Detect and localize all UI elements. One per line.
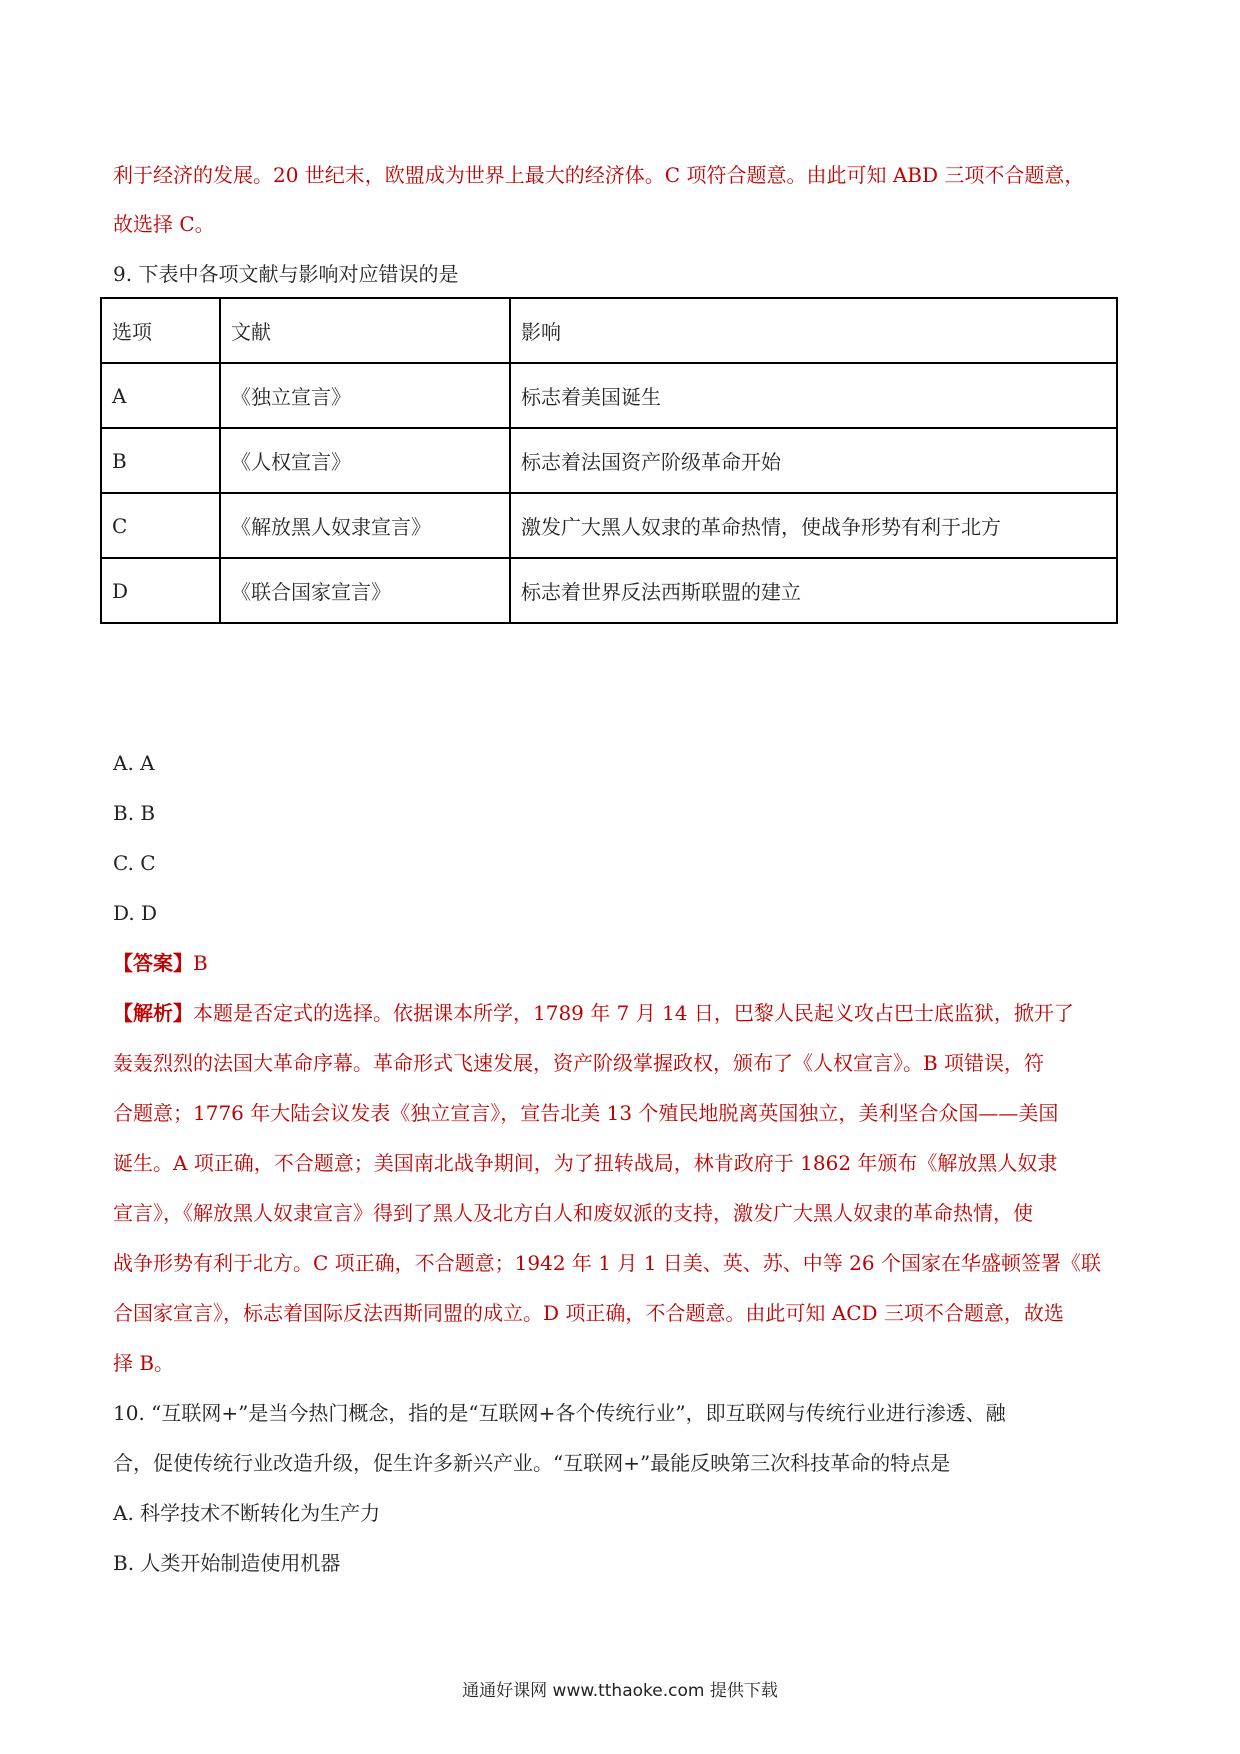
table-cell: 标志着世界反法西斯联盟的建立 [510,558,1117,623]
table-cell: 激发广大黑人奴隶的革命热情，使战争形势有利于北方 [510,493,1117,558]
table-cell: D [101,558,220,623]
table-cell: 《联合国家宣言》 [220,558,510,623]
prev-explanation-line: 利于经济的发展。20 世纪末，欧盟成为世界上最大的经济体。C 项符合题意。由此可知 ABD 三项不合题意， [113,163,1085,187]
question-9-option-b: B. B [113,801,156,825]
analysis-label: 【解析】 [113,1001,193,1025]
question-9-answer [113,949,1133,977]
table-cell: B [101,428,220,493]
question-10-stem: 10. “互联网+”是当今热门概念，指的是“互联网+各个传统行业”，即互联网与传统行业进行渗透、融 [113,1401,1006,1425]
question-9-analysis-line: 宣言》，《解放黑人奴隶宣言》得到了黑人及北方白人和废奴派的支持，激发广大黑人奴隶的革命热情，使 [113,1201,1033,1225]
question-9-option-a: A. A [113,751,155,775]
table-cell: 《解放黑人奴隶宣言》 [220,493,510,558]
table-header-cell: 选项 [101,298,220,363]
answer-label: 【答案】 [113,951,193,975]
question-9-analysis-line: 合国家宣言》，标志着国际反法西斯同盟的成立。D 项正确，不合题意。由此可知 ACD 三项不合题意，故选 [113,1301,1064,1325]
question-9-option-c: C. C [113,851,156,875]
analysis-text: 本题是否定式的选择。依据课本所学，1789 年 7 月 14 日，巴黎人民起义攻占巴士底监狱，掀开了 [193,1001,1074,1025]
table-header-cell: 文献 [220,298,510,363]
table-cell: 《人权宣言》 [220,428,510,493]
table-cell: A [101,363,220,428]
question-9-analysis-line: 诞生。A 项正确，不合题意；美国南北战争期间，为了扭转战局，林肯政府于 1862 年颁布《解放黑人奴隶 [113,1151,1058,1175]
table-row [101,363,1117,428]
table-cell: C [101,493,220,558]
table-cell: 标志着美国诞生 [510,363,1117,428]
prev-explanation-line: 故选择 C。 [113,212,215,236]
table-row [101,558,1117,623]
question-10-option-a: A. 科学技术不断转化为生产力 [113,1501,381,1525]
table-cell: 标志着法国资产阶级革命开始 [510,428,1117,493]
question-9-analysis-line [113,999,1133,1027]
question-10-stem: 合，促使传统行业改造升级，促生许多新兴产业。“互联网+”最能反映第三次科技革命的特点是 [113,1451,951,1475]
question-9-analysis-line: 择 B。 [113,1351,175,1375]
question-9-option-d: D. D [113,901,158,925]
answer-value: B [193,951,208,975]
question-9-analysis-line: 轰轰烈烈的法国大革命序幕。革命形式飞速发展，资产阶级掌握政权，颁布了《人权宣言》。B 项错误，符 [113,1051,1045,1075]
question-10-option-b: B. 人类开始制造使用机器 [113,1551,341,1575]
question-9-analysis-line: 合题意；1776 年大陆会议发表《独立宣言》，宣告北美 13 个殖民地脱离英国独立，美利坚合众国——美国 [113,1101,1059,1125]
table-row [101,493,1117,558]
question-9-analysis-line: 战争形势有利于北方。C 项正确，不合题意；1942 年 1 月 1 日美、英、苏、中等 26 个国家在华盛顿签署《联 [113,1251,1101,1275]
table-header-cell: 影响 [510,298,1117,363]
question-9-stem: 9. 下表中各项文献与影响对应错误的是 [113,262,459,286]
page-footer: 通通好课网 www.tthaoke.com 提供下载 [462,1681,778,1701]
table-cell: 《独立宣言》 [220,363,510,428]
table-row [101,428,1117,493]
table-header-row [101,298,1117,363]
question-9-table [100,297,1118,624]
